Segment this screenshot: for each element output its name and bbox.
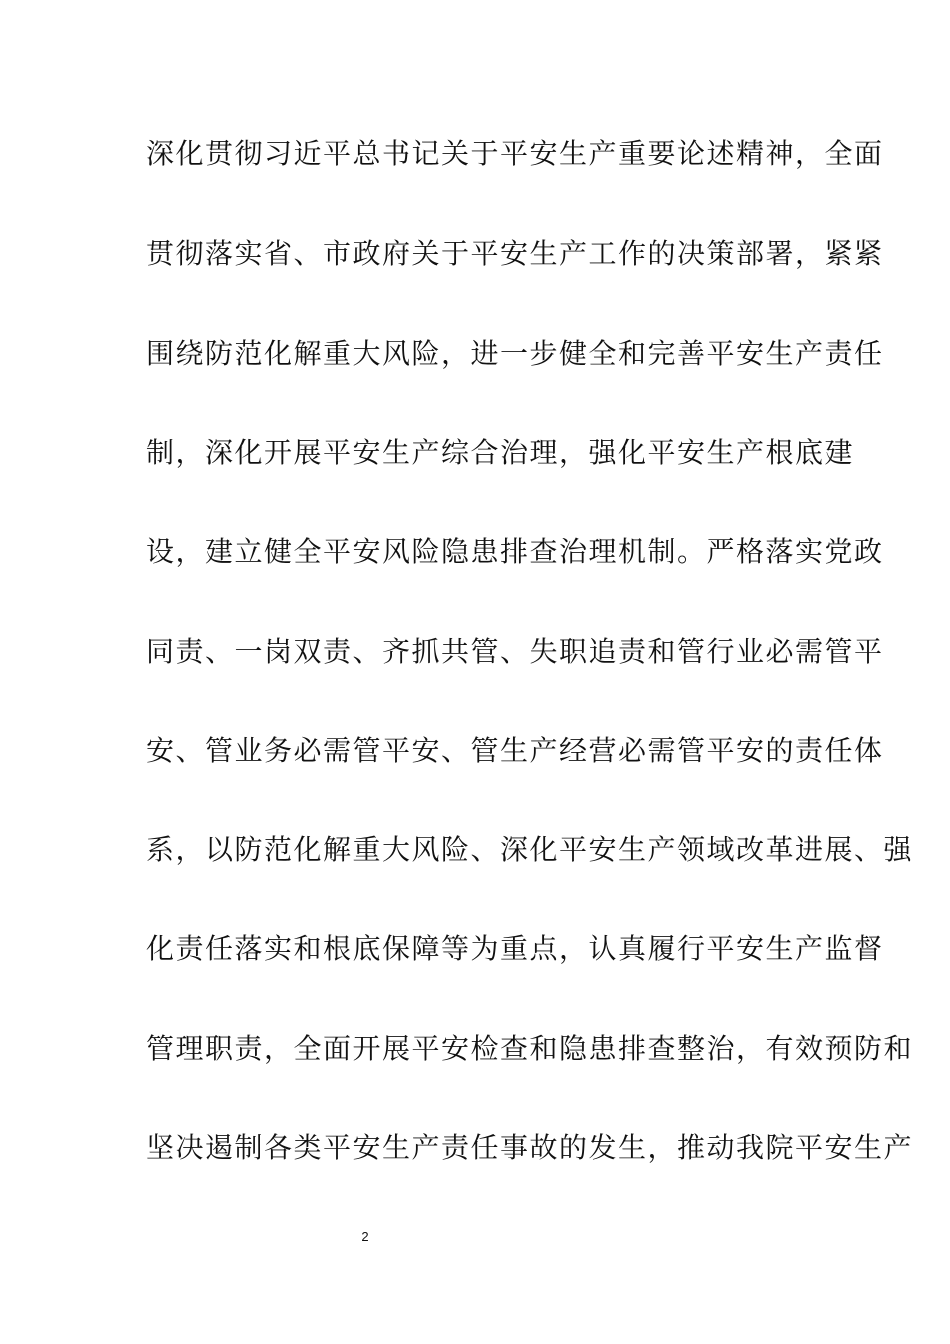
body-text-line: 贯彻落实省、市政府关于平安生产工作的决策部署，紧紧 xyxy=(146,237,884,270)
body-text-line: 系，以防范化解重大风险、深化平安生产领域改革进展、强 xyxy=(146,833,914,866)
body-text-line: 化责任落实和根底保障等为重点，认真履行平安生产监督 xyxy=(146,932,884,965)
body-text-line: 设，建立健全平安风险隐患排查治理机制。严格落实党政 xyxy=(146,535,884,568)
body-text-line: 同责、一岗双责、齐抓共管、失职追责和管行业必需管平 xyxy=(146,635,884,668)
body-text-line: 制，深化开展平安生产综合治理，强化平安生产根底建 xyxy=(146,436,855,469)
body-text-line: 安、管业务必需管平安、管生产经营必需管平安的责任体 xyxy=(146,734,884,767)
body-text-line: 坚决遏制各类平安生产责任事故的发生，推动我院平安生产 xyxy=(146,1131,914,1164)
body-text-line: 围绕防范化解重大风险，进一步健全和完善平安生产责任 xyxy=(146,337,884,370)
body-text-line: 深化贯彻习近平总书记关于平安生产重要论述精神，全面 xyxy=(146,137,884,170)
body-text-line: 管理职责，全面开展平安检查和隐患排查整治，有效预防和 xyxy=(146,1032,914,1065)
page-number: 2 xyxy=(361,1229,369,1244)
